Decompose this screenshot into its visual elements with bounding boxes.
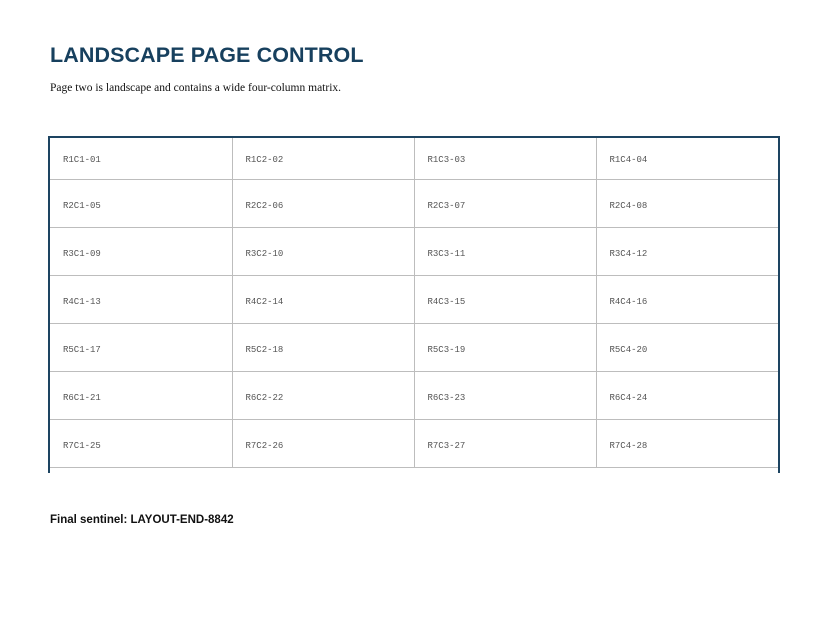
intro-paragraph: Page two is landscape and contains a wide four-column matrix. [50,82,342,94]
table-cell: R1C1-01 [50,138,232,179]
table-row [50,371,778,419]
table-cell: R2C4-08 [596,179,778,227]
table-cell: R4C4-16 [596,275,778,323]
table-cell: R7C2-26 [232,419,414,467]
matrix-body [50,138,778,467]
page-title: LANDSCAPE PAGE CONTROL [50,43,364,67]
table-cell: R7C1-25 [50,419,232,467]
table-cell: R3C4-12 [596,227,778,275]
table-row [50,179,778,227]
table-cell: R7C4-28 [596,419,778,467]
table-row [50,138,778,179]
matrix-container [48,136,780,473]
table-cell: R5C2-18 [232,323,414,371]
table-cell: R2C2-06 [232,179,414,227]
table-cell: R2C1-05 [50,179,232,227]
table-row [50,227,778,275]
table-cell: R3C2-10 [232,227,414,275]
table-cell: R2C3-07 [414,179,596,227]
table-cell: R3C3-11 [414,227,596,275]
table-cell: R5C3-19 [414,323,596,371]
table-cell: R4C1-13 [50,275,232,323]
table-cell: R1C3-03 [414,138,596,179]
table-cell: R6C2-22 [232,371,414,419]
matrix-table [50,138,778,468]
table-cell: R4C2-14 [232,275,414,323]
table-cell: R6C4-24 [596,371,778,419]
table-cell: R7C3-27 [414,419,596,467]
table-cell: R5C4-20 [596,323,778,371]
table-cell: R1C2-02 [232,138,414,179]
table-row [50,419,778,467]
table-row [50,275,778,323]
table-row [50,323,778,371]
table-cell: R5C1-17 [50,323,232,371]
table-cell: R6C1-21 [50,371,232,419]
table-cell: R1C4-04 [596,138,778,179]
table-cell: R6C3-23 [414,371,596,419]
table-cell: R4C3-15 [414,275,596,323]
table-cell: R3C1-09 [50,227,232,275]
final-sentinel: Final sentinel: LAYOUT-END-8842 [50,514,234,526]
